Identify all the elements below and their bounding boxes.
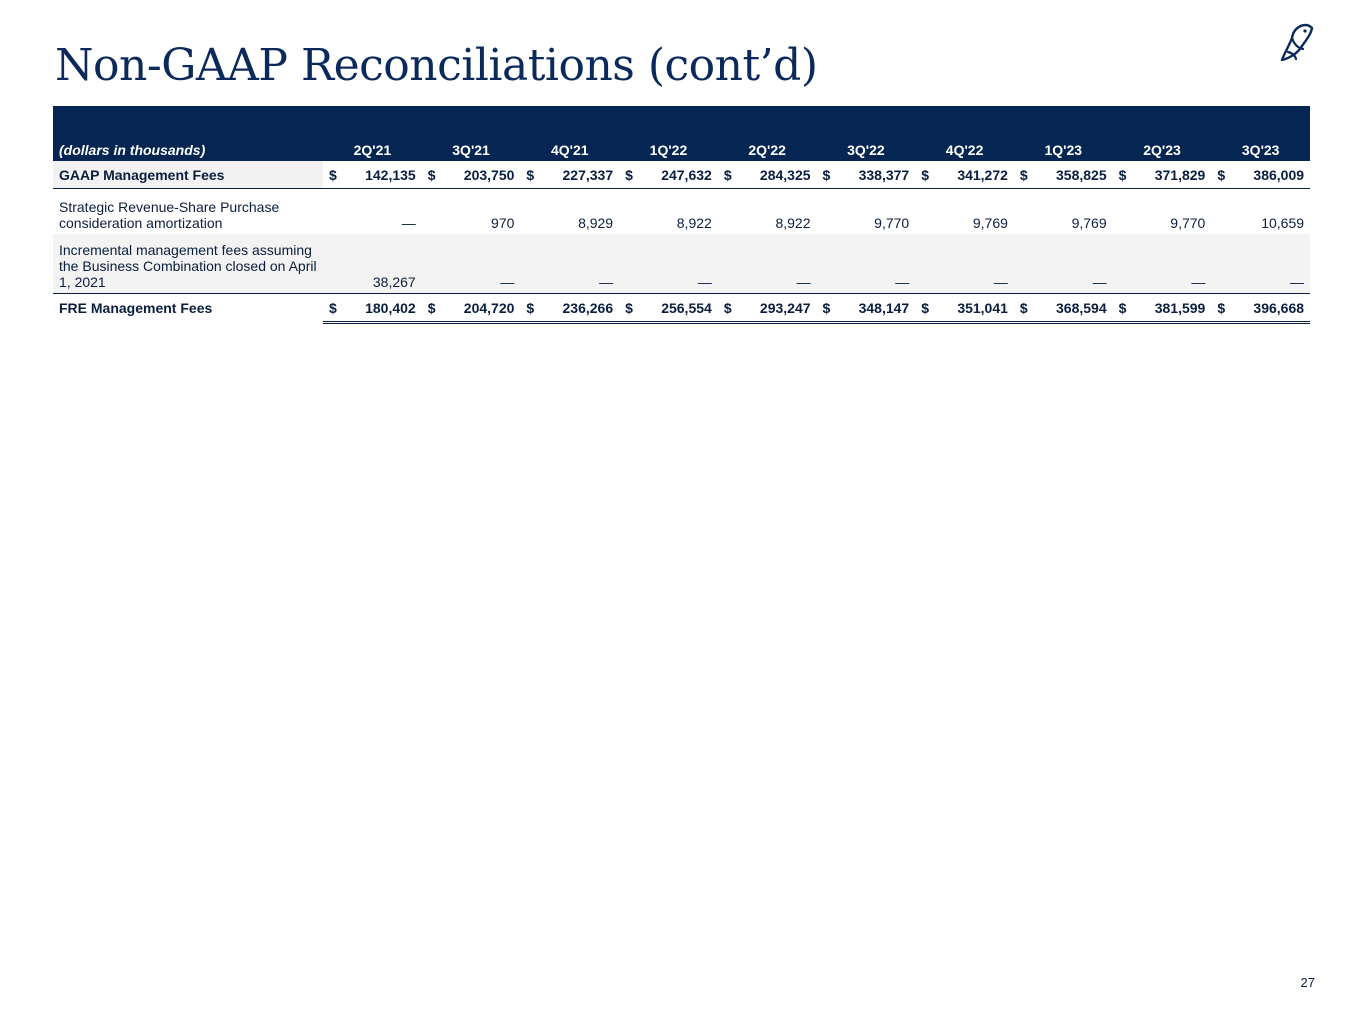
table-cell: — xyxy=(935,234,1014,294)
currency-symbol: $ xyxy=(520,294,540,323)
currency-symbol: $ xyxy=(817,294,837,323)
table-row-fre-management-fees xyxy=(53,294,1310,323)
currency-symbol: $ xyxy=(718,161,738,189)
currency-symbol: $ xyxy=(1113,161,1133,189)
table-cell: 9,769 xyxy=(972,215,1008,231)
table-cell: 8,922 xyxy=(775,215,811,231)
currency-symbol: $ xyxy=(619,294,639,323)
table-cell: — xyxy=(401,215,416,231)
table-cell: 351,041 xyxy=(935,294,1014,323)
currency-symbol: $ xyxy=(520,161,540,189)
table-cell: 9,770 xyxy=(874,215,910,231)
table-cell: — xyxy=(540,234,619,294)
row-label: GAAP Management Fees xyxy=(53,161,323,189)
currency-symbol: $ xyxy=(1211,294,1231,323)
table-cell: 386,009 xyxy=(1231,161,1310,189)
reconciliation-table xyxy=(53,106,1310,324)
table-cell: 396,668 xyxy=(1231,294,1310,323)
table-row-revenue-share-amortization xyxy=(53,189,1310,235)
table-cell: — xyxy=(1231,234,1310,294)
table-cell: 142,135 xyxy=(343,161,422,189)
currency-symbol: $ xyxy=(323,161,343,189)
table-cell: — xyxy=(1133,234,1212,294)
table-cell: 368,594 xyxy=(1034,294,1113,323)
table-cell: 38,267 xyxy=(343,234,422,294)
table-cell: 9,770 xyxy=(1170,215,1206,231)
currency-symbol: $ xyxy=(619,161,639,189)
column-header: 2Q'23 xyxy=(1113,106,1212,161)
table-cell: 203,750 xyxy=(442,161,521,189)
table-cell: 358,825 xyxy=(1034,161,1113,189)
column-header: 1Q'22 xyxy=(619,106,718,161)
currency-symbol: $ xyxy=(915,161,935,189)
currency-symbol: $ xyxy=(422,294,442,323)
bird-logo-icon xyxy=(1276,22,1316,64)
unit-label: (dollars in thousands) xyxy=(53,106,323,161)
column-header: 3Q'23 xyxy=(1211,106,1310,161)
table-header-row xyxy=(53,106,1310,161)
column-header: 2Q'21 xyxy=(323,106,422,161)
currency-symbol: $ xyxy=(1014,294,1034,323)
table-cell: 247,632 xyxy=(639,161,718,189)
table-cell: 236,266 xyxy=(540,294,619,323)
currency-symbol: $ xyxy=(817,161,837,189)
page-title: Non-GAAP Reconciliations (cont’d) xyxy=(55,40,818,91)
table-cell: 204,720 xyxy=(442,294,521,323)
table-row-incremental-management-fees xyxy=(53,234,1310,294)
page-number: 27 xyxy=(1300,975,1315,990)
table-cell: — xyxy=(442,234,521,294)
table-cell: 284,325 xyxy=(738,161,817,189)
table-cell: — xyxy=(639,234,718,294)
currency-symbol: $ xyxy=(323,294,343,323)
currency-symbol: $ xyxy=(915,294,935,323)
table-row-gaap-management-fees xyxy=(53,161,1310,189)
column-header: 4Q'22 xyxy=(915,106,1014,161)
table-cell: 9,769 xyxy=(1071,215,1107,231)
currency-symbol: $ xyxy=(718,294,738,323)
table-cell: 371,829 xyxy=(1133,161,1212,189)
table-cell: 8,929 xyxy=(578,215,614,231)
table-cell: 338,377 xyxy=(837,161,916,189)
table-cell: 381,599 xyxy=(1133,294,1212,323)
table-cell: 180,402 xyxy=(343,294,422,323)
table-cell: 348,147 xyxy=(837,294,916,323)
currency-symbol: $ xyxy=(1211,161,1231,189)
table-cell: — xyxy=(1034,234,1113,294)
table-cell: 341,272 xyxy=(935,161,1014,189)
table-cell: 256,554 xyxy=(639,294,718,323)
row-label: FRE Management Fees xyxy=(53,294,323,323)
table-cell: 10,659 xyxy=(1261,215,1305,231)
column-header: 4Q'21 xyxy=(520,106,619,161)
table-cell: 227,337 xyxy=(540,161,619,189)
table-cell: 970 xyxy=(491,215,515,231)
currency-symbol: $ xyxy=(1113,294,1133,323)
currency-symbol: $ xyxy=(422,161,442,189)
table-cell: — xyxy=(837,234,916,294)
column-header: 3Q'22 xyxy=(817,106,916,161)
row-label: Incremental management fees assuming the Business Combination closed on April 1, 2021 xyxy=(53,234,323,294)
table-cell: 293,247 xyxy=(738,294,817,323)
row-label: Strategic Revenue-Share Purchase consideration amortization xyxy=(59,199,280,231)
currency-symbol: $ xyxy=(1014,161,1034,189)
column-header: 2Q'22 xyxy=(718,106,817,161)
table-cell: 8,922 xyxy=(676,215,712,231)
column-header: 3Q'21 xyxy=(422,106,521,161)
column-header: 1Q'23 xyxy=(1014,106,1113,161)
table-cell: — xyxy=(738,234,817,294)
